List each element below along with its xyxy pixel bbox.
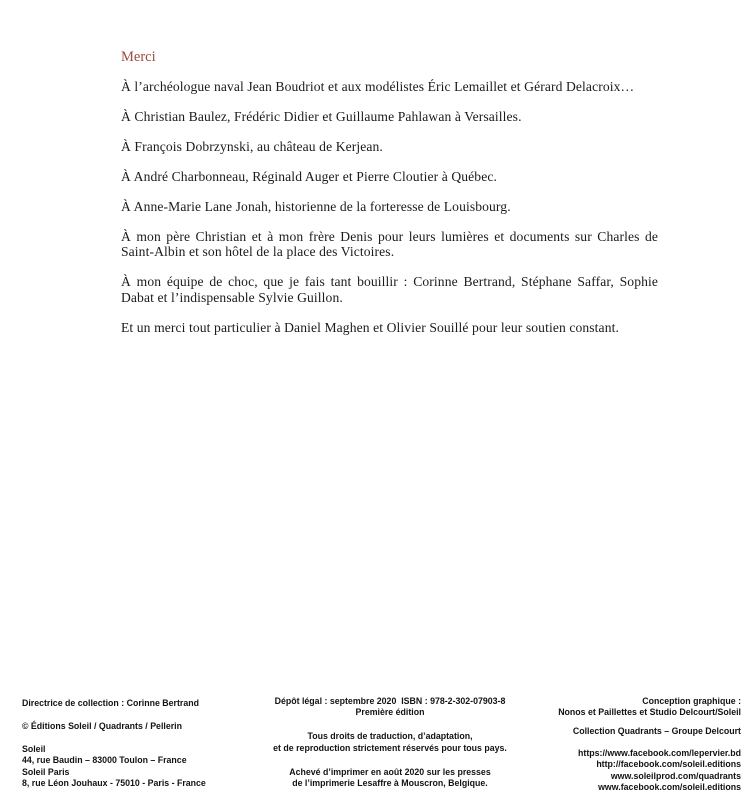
- publisher-name-paris: Soleil Paris: [22, 766, 70, 777]
- acknowledgment-paragraph-1: À l’archéologue naval Jean Boudriot et aux modélistes Éric Lemaillet et Gérard Delacroix…: [121, 78, 635, 94]
- colophon: [0, 690, 755, 811]
- acknowledgment-paragraph-8: Et un merci tout particulier à Daniel Maghen et Olivier Souillé pour leur soutien constant.: [121, 319, 619, 335]
- url-soleilprod-quadrants: www.soleilprod.com/quadrants: [610, 770, 741, 781]
- printing-line-2: de l’imprimerie Lesaffre à Mouscron, Belgique.: [292, 778, 488, 789]
- printing-group: [238, 767, 542, 790]
- legal-deposit-group: [238, 696, 542, 719]
- acknowledgments-section: [121, 50, 658, 350]
- url-facebook-soleil-editions-www: www.facebook.com/soleil.editions: [598, 781, 741, 792]
- acknowledgment-paragraph-7: À mon équipe de choc, que je fais tant bouillir : Corinne Bertrand, Stéphane Saffar, Sophie Dabat et l’indispensable Sylvie Guillon.: [121, 274, 658, 305]
- colophon-legal-column: [238, 696, 542, 802]
- url-facebook-lepervier: https://www.facebook.com/lepervier.bd: [578, 747, 741, 758]
- acknowledgment-paragraph-2: À Christian Baulez, Frédéric Didier et Guillaume Pahlawan à Versailles.: [121, 108, 522, 124]
- url-facebook-soleil-editions-http: http://facebook.com/soleil.editions: [596, 759, 741, 770]
- printing-line-1: Achevé d’imprimer en août 2020 sur les presses: [289, 766, 491, 777]
- acknowledgment-paragraph-3: À François Dobrzynski, au château de Kerjean.: [121, 138, 383, 154]
- publisher-address-toulon: 44, rue Baudin – 83000 Toulon – France: [22, 755, 187, 766]
- web-links-group: [558, 748, 741, 794]
- collection-group: [558, 726, 741, 737]
- collection-line: Collection Quadrants – Groupe Delcourt: [572, 725, 741, 736]
- graphic-design-credit: Nonos et Paillettes et Studio Delcourt/Soleil: [558, 707, 741, 718]
- graphic-design-label: Conception graphique :: [642, 696, 741, 706]
- acknowledgments-heading: Merci: [121, 49, 156, 65]
- legal-deposit-isbn-line: Dépôt légal : septembre 2020 ISBN : 978-2-302-07903-8: [274, 696, 506, 706]
- rights-group: [238, 731, 542, 754]
- publisher-address-paris: 8, rue Léon Jouhaux - 75010 - Paris - France: [22, 778, 206, 789]
- colophon-credits-column: [558, 696, 741, 793]
- collection-director-line: Directrice de collection : Corinne Bertrand: [22, 698, 199, 708]
- copyright-line: © Éditions Soleil / Quadrants / Pellerin: [22, 720, 182, 731]
- graphic-design-group: [558, 696, 741, 719]
- publisher-name: Soleil: [22, 743, 46, 754]
- acknowledgment-paragraph-6: À mon père Christian et à mon frère Denis pour leurs lumières et documents sur Charles de Saint-Albin et son hôtel de la place des Victoires.: [121, 228, 658, 259]
- acknowledgment-paragraph-5: À Anne-Marie Lane Jonah, historienne de la forteresse de Louisbourg.: [121, 198, 511, 214]
- rights-line-2: et de reproduction strictement réservés pour tous pays.: [273, 742, 507, 753]
- first-edition-line: Première édition: [355, 707, 425, 718]
- rights-line-1: Tous droits de traduction, d’adaptation,: [307, 731, 473, 742]
- acknowledgment-paragraph-4: À André Charbonneau, Réginald Auger et Pierre Cloutier à Québec.: [121, 168, 497, 184]
- colophon-publisher-column: [22, 698, 206, 789]
